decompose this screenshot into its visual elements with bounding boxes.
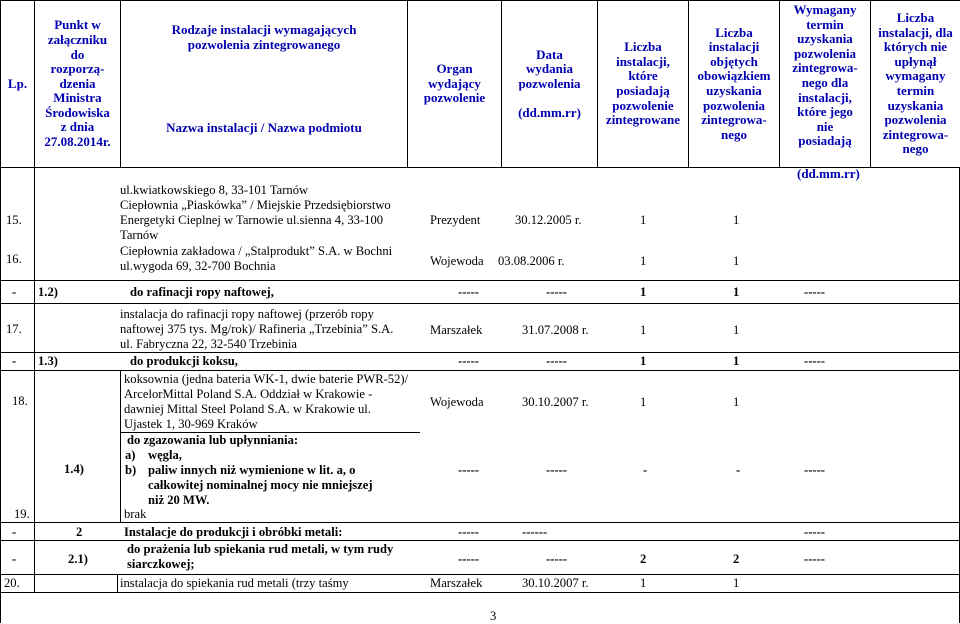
section-1-4-intro: do zgazowania lub upłynniania: xyxy=(127,433,299,447)
row15-name-line3: Tarnów xyxy=(120,228,159,242)
section-2-termin: ----- xyxy=(804,525,825,539)
row18-name-line1: koksownia (jedna bateria WK-1, dwie baterie PWR-52)/ xyxy=(124,372,409,386)
row-divider xyxy=(0,574,960,575)
section-1-2-organ: ----- xyxy=(458,285,479,299)
row-divider xyxy=(0,592,960,593)
row18-name-line4: Ujastek 1, 30-969 Kraków xyxy=(124,417,258,431)
row16-organ: Wojewoda xyxy=(430,254,484,268)
section-2-number: 2 xyxy=(76,525,83,539)
row17-date: 31.07.2008 r. xyxy=(522,323,589,337)
table-header xyxy=(0,0,960,168)
section-2-1-count-objetych: 2 xyxy=(733,552,740,566)
row18-lp: 18. xyxy=(12,394,28,408)
section-1-4-count-objetych: - xyxy=(736,463,741,477)
section-1-3-count-objetych: 1 xyxy=(733,354,740,368)
row17-name-line3: ul. Fabryczna 22, 32-540 Trzebinia xyxy=(120,337,297,351)
section-1-4-termin: ----- xyxy=(804,463,825,477)
column-divider xyxy=(34,167,35,592)
section-1-2-termin: ----- xyxy=(804,285,825,299)
row19-name: brak xyxy=(124,507,147,521)
section-2-1-dash: - xyxy=(12,552,17,566)
row-divider xyxy=(0,303,960,304)
section-1-2-count-posiadaja: 1 xyxy=(640,285,647,299)
header-organ: Organ wydający pozwolenie xyxy=(408,1,502,168)
row16-count-posiadaja: 1 xyxy=(640,254,647,268)
row16-name-line1: Ciepłownia zakładowa / „Stalprodukt” S.A. w Bochni xyxy=(120,244,393,258)
section-2-1-label-line1: do prażenia lub spiekania rud metali, w tym rudy xyxy=(127,542,394,556)
header-lp: Lp. xyxy=(1,1,35,168)
row19-lp: 19. xyxy=(14,507,30,521)
section-1-3-label: do produkcji koksu, xyxy=(130,354,238,368)
row18-count-posiadaja: 1 xyxy=(640,395,647,409)
row15-date: 30.12.2005 r. xyxy=(515,213,582,227)
section-1-3-date: ----- xyxy=(546,354,567,368)
row17-organ: Marszałek xyxy=(430,323,483,337)
row20-lp: 20. xyxy=(4,576,20,590)
row16-name-line2: ul.wygoda 69, 32-700 Bochnia xyxy=(120,259,276,273)
column-divider xyxy=(120,370,121,522)
row15-count-posiadaja: 1 xyxy=(640,213,647,227)
section-1-4-b-line1: paliw innych niż wymienione w lit. a, o xyxy=(148,463,356,477)
section-1-2-count-objetych: 1 xyxy=(733,285,740,299)
row18-name-line2: ArcelorMittal Poland S.A. Oddział w Krakowie - xyxy=(124,387,373,401)
row20-organ: Marszałek xyxy=(430,576,483,590)
section-2-dash: - xyxy=(12,525,17,539)
section-1-4-organ: ----- xyxy=(458,463,479,477)
row20-count-objetych: 1 xyxy=(733,576,740,590)
row16-lp: 16. xyxy=(6,252,22,266)
row17-count-objetych: 1 xyxy=(733,323,740,337)
page-number: 3 xyxy=(490,609,497,623)
section-1-3-dash: - xyxy=(12,354,17,368)
row15-count-objetych: 1 xyxy=(733,213,740,227)
row15-name-line1: Ciepłownia „Piaskówka” / Miejskie Przedsiębiorstwo xyxy=(120,198,391,212)
row17-name-line2: naftowej 375 tys. Mg/rok)/ Rafineria „Trzebinia” S.A. xyxy=(120,322,394,336)
section-2-1-organ: ----- xyxy=(458,552,479,566)
row-divider xyxy=(0,540,960,541)
column-divider xyxy=(117,574,118,592)
header-liczba-objetych: Liczba instalacji objętych obowiązkiem uzyskania pozwolenia zintegrowa- nego xyxy=(689,1,780,168)
section-2-1-label-line2: siarczkowej; xyxy=(127,557,195,571)
section-1-3-count-posiadaja: 1 xyxy=(640,354,647,368)
header-rodzaje: Rodzaje instalacji wymagających pozwolenia zintegrowanego xyxy=(121,1,408,69)
row-divider xyxy=(0,370,960,371)
header-wymagany-termin: Wymagany termin uzyskania pozwolenia zintegrowa- nego dla instalacji, które jego nie posiadają xyxy=(780,1,871,168)
section-1-4-b-line2: całkowitej nominalnej mocy nie mniejszej xyxy=(148,478,373,492)
header-data: Data wydania pozwolenia (dd.mm.rr) xyxy=(502,1,598,168)
section-1-2-dash: - xyxy=(12,285,17,299)
section-1-4-count-posiadaja: - xyxy=(643,463,648,477)
section-2-label: Instalacje do produkcji i obróbki metali: xyxy=(124,525,343,539)
section-2-organ: ----- xyxy=(458,525,479,539)
section-2-1-count-posiadaja: 2 xyxy=(640,552,647,566)
section-2-1-number: 2.1) xyxy=(68,552,88,566)
header-liczba-uplynal: Liczba instalacji, dla których nie upłynął wymagany termin uzyskania pozwolenia zintegrowa- nego xyxy=(871,1,960,168)
row18-name-line3: dawniej Mittal Steel Poland S.A. w Krakowie ul. xyxy=(124,402,371,416)
row14-address: ul.kwiatkowskiego 8, 33-101 Tarnów xyxy=(120,183,309,197)
section-1-2-number: 1.2) xyxy=(38,285,58,299)
section-1-4-b-line3: niż 20 MW. xyxy=(148,493,210,507)
row17-count-posiadaja: 1 xyxy=(640,323,647,337)
row17-lp: 17. xyxy=(6,322,22,336)
section-1-4-date: ----- xyxy=(546,463,567,477)
header-punkt: Punkt w załączniku do rozporzą- dzenia Ministra Środowiska z dnia 27.08.2014r. xyxy=(35,1,121,168)
header-nazwa: Nazwa instalacji / Nazwa podmiotu xyxy=(121,69,408,168)
row20-name: instalacja do spiekania rud metali (trzy taśmy xyxy=(120,576,349,590)
section-1-2-date: ----- xyxy=(546,285,567,299)
row-divider xyxy=(0,352,960,353)
row-divider xyxy=(0,522,960,523)
row15-organ: Prezydent xyxy=(430,213,481,227)
section-1-2-label: do rafinacji ropy naftowej, xyxy=(130,285,274,299)
row18-date: 30.10.2007 r. xyxy=(522,395,589,409)
section-1-4-a-text: węgla, xyxy=(148,448,182,462)
section-1-4-number: 1.4) xyxy=(64,462,84,476)
row15-lp: 15. xyxy=(6,213,22,227)
row18-organ: Wojewoda xyxy=(430,395,484,409)
row17-name-line1: instalacja do rafinacji ropy naftowej (przerób ropy xyxy=(120,307,374,321)
section-2-1-date: ----- xyxy=(546,552,567,566)
row16-date: 03.08.2006 r. xyxy=(498,254,565,268)
section-1-3-organ: ----- xyxy=(458,354,479,368)
row20-count-posiadaja: 1 xyxy=(640,576,647,590)
section-2-1-termin: ----- xyxy=(804,552,825,566)
section-1-4-a-mark: a) xyxy=(125,448,136,462)
row18-count-objetych: 1 xyxy=(733,395,740,409)
header-date-format: (dd.mm.rr) xyxy=(797,166,860,181)
section-2-date: ------ xyxy=(522,525,548,539)
table-border-left xyxy=(0,167,1,623)
header-liczba-posiadaja: Liczba instalacji, które posiadają pozwolenie zintegrowane xyxy=(598,1,689,168)
section-1-3-termin: ----- xyxy=(804,354,825,368)
row15-name-line2: Energetyki Cieplnej w Tarnowie ul.sienna 4, 33-100 xyxy=(120,213,384,227)
section-1-4-b-mark: b) xyxy=(125,463,137,477)
row-divider xyxy=(0,280,960,281)
row20-date: 30.10.2007 r. xyxy=(522,576,589,590)
row16-count-objetych: 1 xyxy=(733,254,740,268)
section-1-3-number: 1.3) xyxy=(38,354,58,368)
